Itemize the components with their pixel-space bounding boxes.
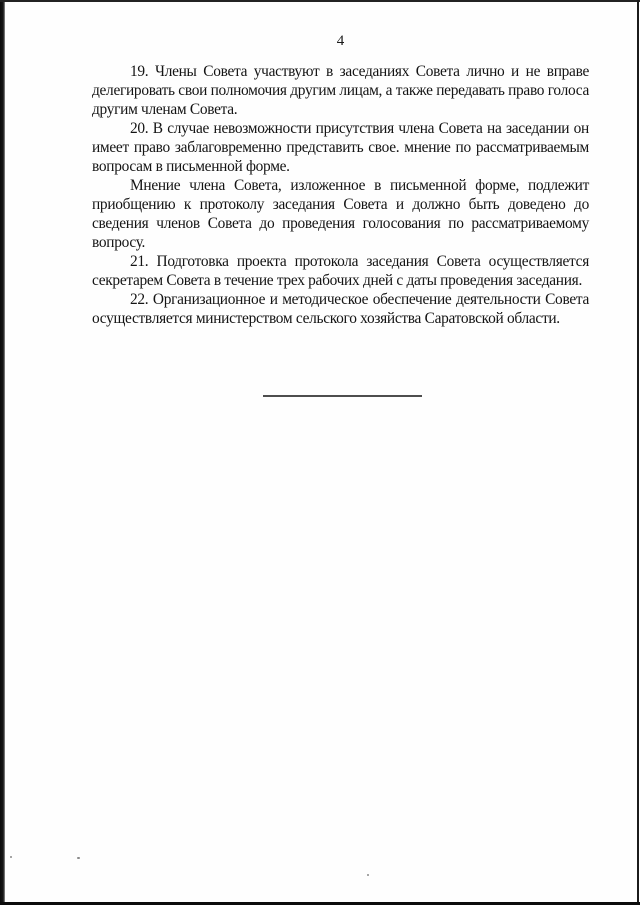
- scan-speck: [10, 856, 12, 858]
- paragraph: 22. Организационное и методическое обеспечение деятельности Совета осуществляется министерством сельского хозяйства Саратовской области.: [92, 291, 589, 327]
- page-number: 4: [336, 33, 345, 49]
- separator-line: [263, 395, 422, 397]
- paragraph: 20. В случае невозможности присутствия члена Совета на заседании он имеет право заблаговременно представить свое. мнение по рассматриваемым вопросам в письменной форме.: [92, 120, 589, 175]
- document-body: [92, 62, 589, 328]
- scan-speck: [367, 874, 369, 876]
- paragraph: 21. Подготовка проекта протокола заседания Совета осуществляется секретарем Совета в течение трех рабочих дней с даты проведения заседания.: [92, 253, 589, 289]
- scan-edge-right: [637, 0, 639, 905]
- paragraph: 19. Члены Совета участвуют в заседаниях Совета лично и не вправе делегировать свои полномочия другим лицам, а также передавать право голоса другим членам Совета.: [92, 63, 589, 118]
- scan-speck: [77, 857, 80, 859]
- scan-edge-left: [0, 0, 5, 905]
- paragraph: Мнение члена Совета, изложенное в письменной форме, подлежит приобщению к протоколу заседания Совета и должно быть доведено до сведения членов Совета до проведения голосования по рассматриваемому вопросу.: [92, 177, 589, 251]
- scan-edge-top: [0, 0, 640, 2]
